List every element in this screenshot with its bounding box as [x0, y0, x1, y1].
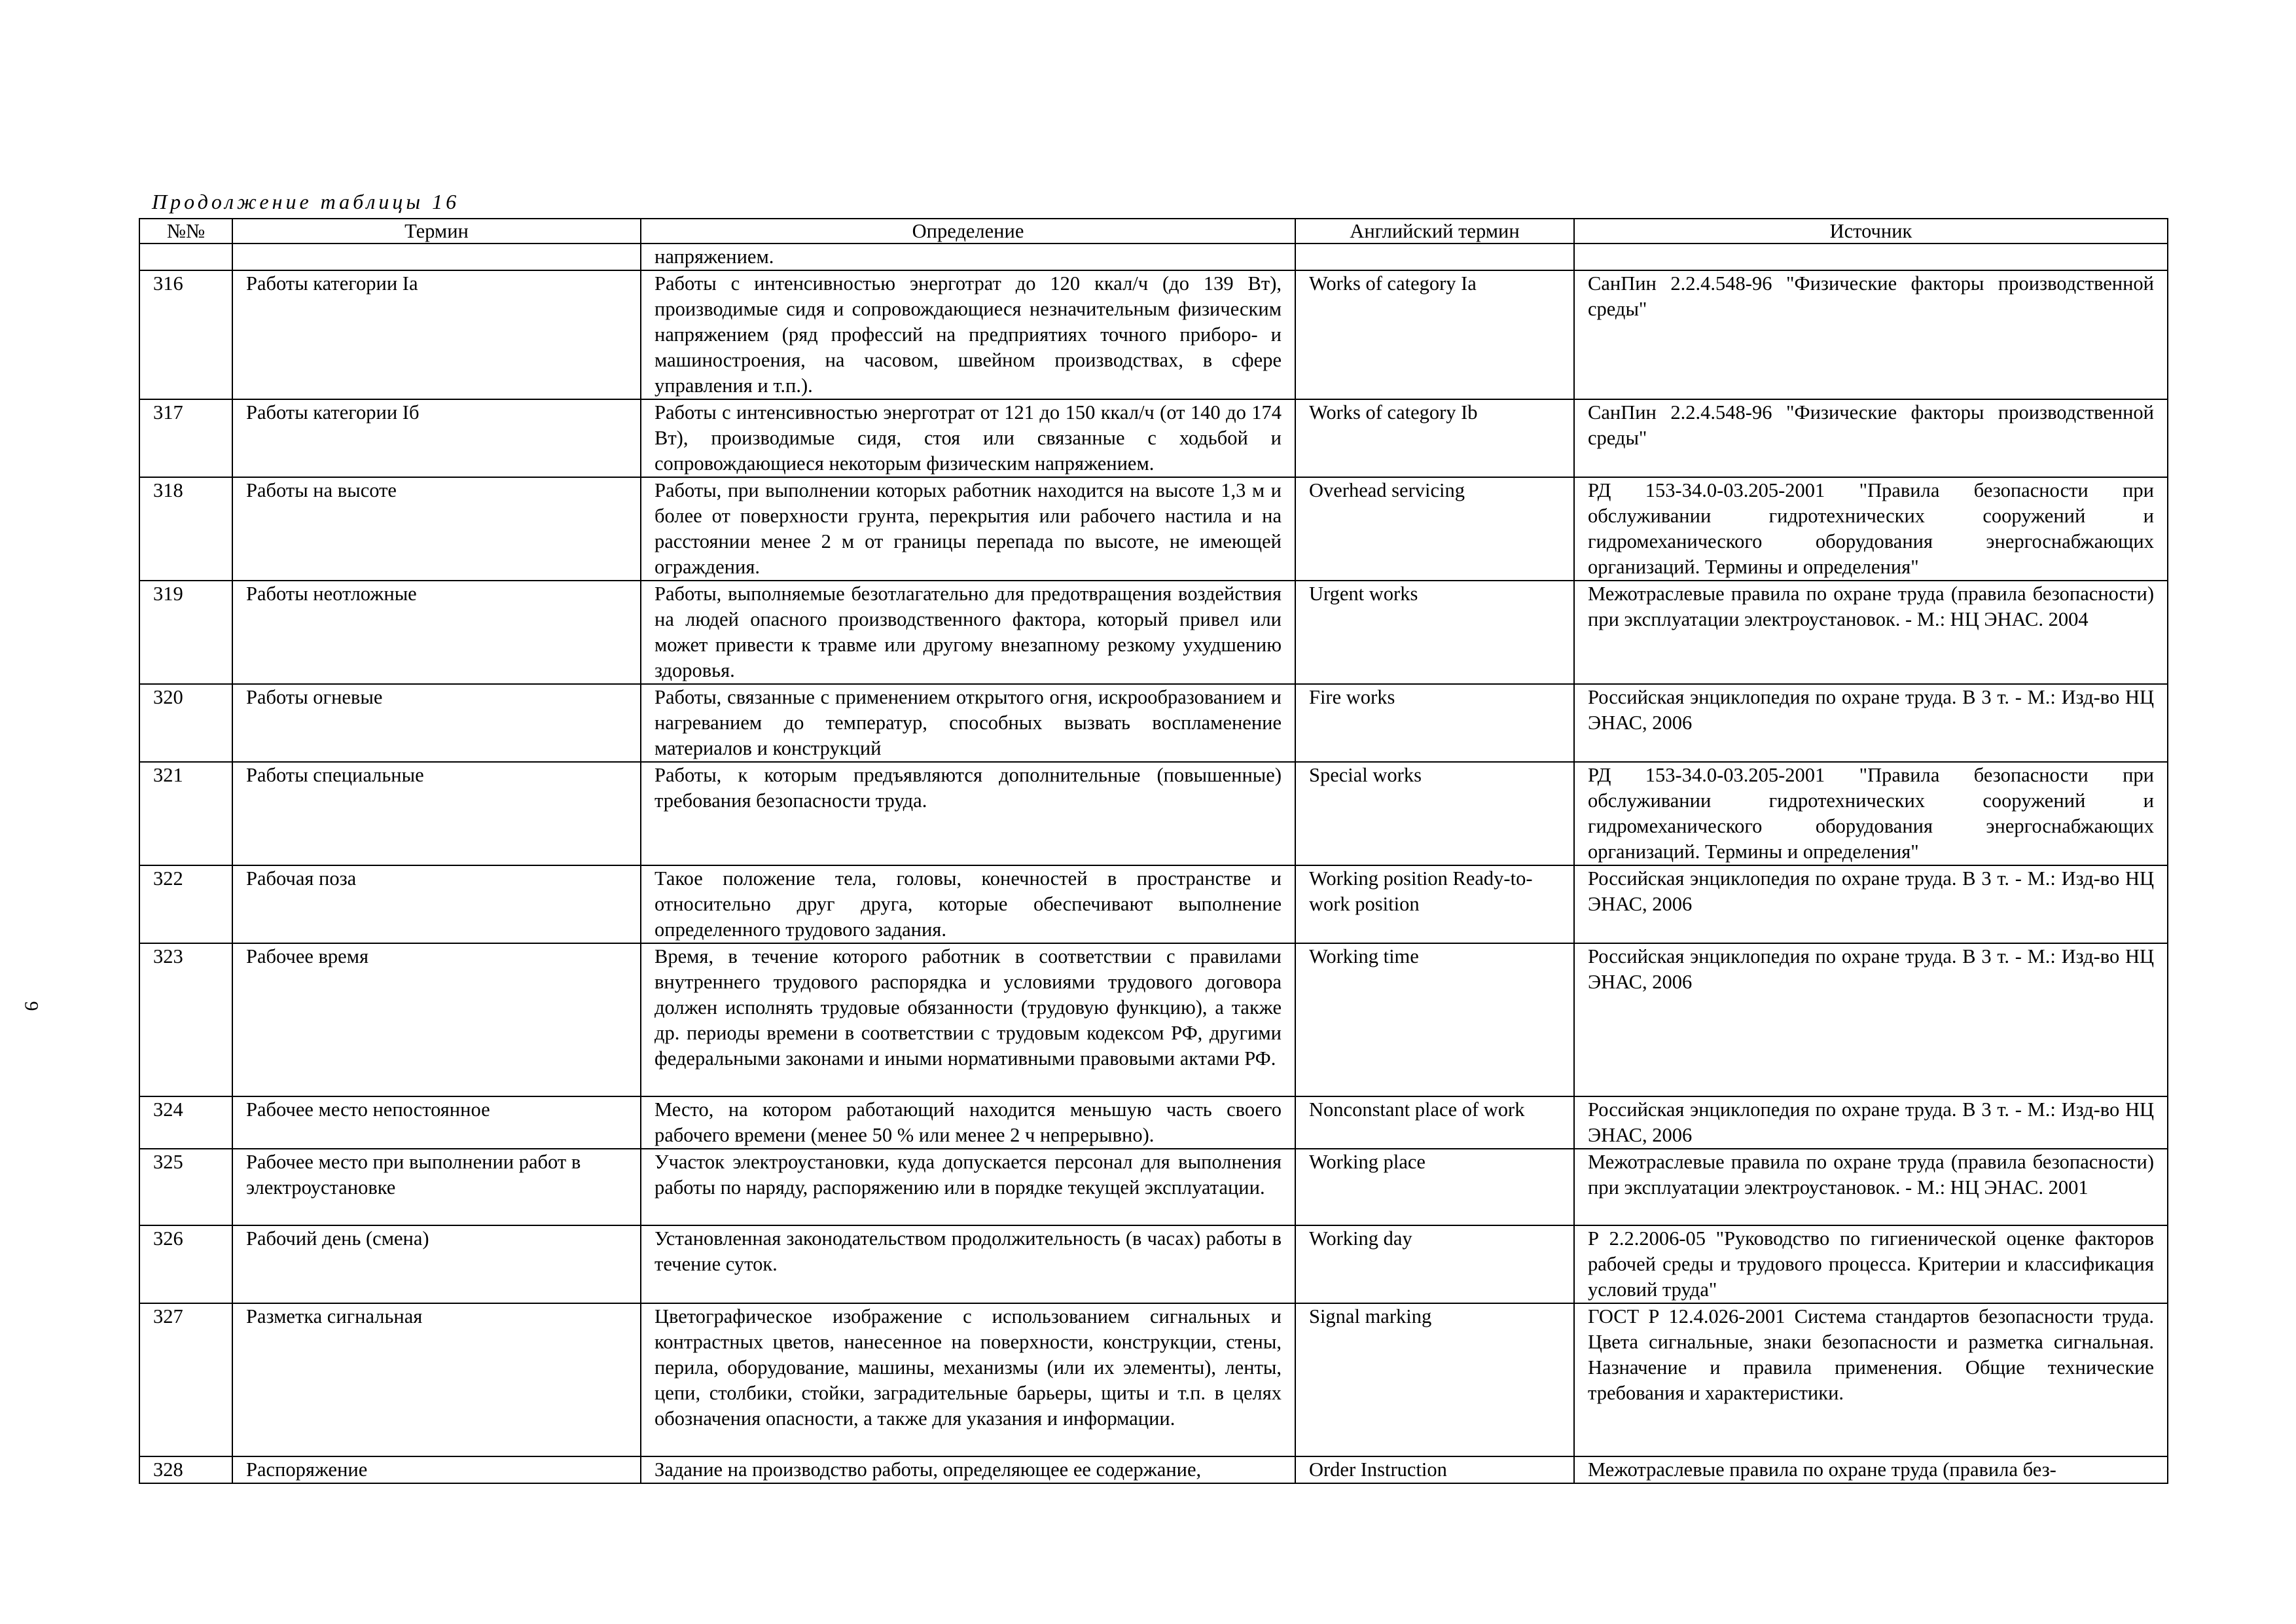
- row-term: Разметка сигнальная: [232, 1303, 641, 1456]
- row-english: Working time: [1295, 943, 1574, 1096]
- row-term: Работы на высоте: [232, 477, 641, 581]
- table-row: [139, 1096, 2168, 1149]
- row-term: Рабочая поза: [232, 865, 641, 943]
- row-english: Works of category Ib: [1295, 399, 1574, 477]
- continuation-text: напряжением.: [641, 244, 1295, 270]
- table-caption: Продолжение таблицы 16: [152, 190, 460, 213]
- row-definition: Работы, к которым предъявляются дополнительные (повышенные) требования безопасности труда.: [641, 762, 1295, 865]
- row-source: ГОСТ Р 12.4.026-2001 Система стандартов безопасности труда. Цвета сигнальные, знаки безопасности и разметка сигнальная. Назначение и правила применения. Общие технические требования и характеристики.: [1574, 1303, 2168, 1456]
- row-english: Fire works: [1295, 684, 1574, 762]
- row-definition: Работы, при выполнении которых работник находится на высоте 1,3 м и более от поверхности грунта, перекрытия или рабочего настила и на расстоянии менее 2 м от границы перепада по высоте, не имеющей ограждения.: [641, 477, 1295, 581]
- row-english: Working place: [1295, 1149, 1574, 1225]
- row-english: Order Instruction: [1295, 1456, 1574, 1483]
- row-number: 326: [139, 1225, 232, 1303]
- row-definition: Работы, выполняемые безотлагательно для предотвращения воздействия на людей опасного производственного фактора, который привел или может привести к травме или другому внезапному резкому ухудшению здоровья.: [641, 581, 1295, 684]
- row-number: 321: [139, 762, 232, 865]
- row-english: Nonconstant place of work: [1295, 1096, 1574, 1149]
- row-source: Межотраслевые правила по охране труда (правила безопасности) при эксплуатации электроустановок. - М.: НЦ ЭНАС. 2004: [1574, 581, 2168, 684]
- row-term: Работы категории Ia: [232, 270, 641, 399]
- table-row: [139, 762, 2168, 865]
- row-definition: Участок электроустановки, куда допускается персонал для выполнения работы по наряду, распоряжению или в порядке текущей эксплуатации.: [641, 1149, 1295, 1225]
- row-source: РД 153-34.0-03.205-2001 "Правила безопасности при обслуживании гидротехнических сооружений и гидромеханического оборудования энергоснабжающих организаций. Термины и определения": [1574, 762, 2168, 865]
- row-english: Urgent works: [1295, 581, 1574, 684]
- row-source: Российская энциклопедия по охране труда. В 3 т. - М.: Изд-во НЦ ЭНАС, 2006: [1574, 684, 2168, 762]
- row-term: Работы неотложные: [232, 581, 641, 684]
- row-number: 317: [139, 399, 232, 477]
- row-term: Работы специальные: [232, 762, 641, 865]
- table-row: [139, 943, 2168, 1096]
- table-row: [139, 1225, 2168, 1303]
- row-number: 324: [139, 1096, 232, 1149]
- row-term: Рабочее время: [232, 943, 641, 1096]
- row-definition: Работы, связанные с применением открытого огня, искрообразованием и нагреванием до температур, способных вызвать воспламенение материалов и конструкций: [641, 684, 1295, 762]
- continuation-row: [139, 244, 2168, 270]
- row-source: Р 2.2.2006-05 "Руководство по гигиенической оценке факторов рабочей среды и трудового процесса. Критерии и классификация условий труда": [1574, 1225, 2168, 1303]
- row-term: Работы категории Iб: [232, 399, 641, 477]
- table-row: [139, 1456, 2168, 1483]
- row-definition: Цветографическое изображение с использованием сигнальных и контрастных цветов, нанесенное на поверхности, конструкции, стены, перила, оборудование, машины, механизмы (или их элементы), ленты, цепи, столбики, стойки, заградительные барьеры, щиты и т.п. в целях обозначения опасности, а также для указания и информации.: [641, 1303, 1295, 1456]
- row-english: Signal marking: [1295, 1303, 1574, 1456]
- row-number: 319: [139, 581, 232, 684]
- table-row: [139, 270, 2168, 399]
- glossary-table: [139, 218, 2168, 1484]
- row-number: 323: [139, 943, 232, 1096]
- row-source: Российская энциклопедия по охране труда. В 3 т. - М.: Изд-во НЦ ЭНАС, 2006: [1574, 865, 2168, 943]
- header-num: №№: [139, 219, 232, 244]
- row-source: Российская энциклопедия по охране труда. В 3 т. - М.: Изд-во НЦ ЭНАС, 2006: [1574, 943, 2168, 1096]
- row-number: 322: [139, 865, 232, 943]
- row-definition: Работы с интенсивностью энерготрат до 120 ккал/ч (до 139 Вт), производимые сидя и сопровождающиеся незначительным физическим напряжением (ряд профессий на предприятиях точного приборо- и машиностроения, на часовом, швейном производствах, в сфере управления и т.п.).: [641, 270, 1295, 399]
- row-definition: Работы с интенсивностью энерготрат от 121 до 150 ккал/ч (от 140 до 174 Вт), производимые сидя, стоя или связанные с ходьбой и сопровождающиеся некоторым физическим напряжением.: [641, 399, 1295, 477]
- table-row: [139, 1303, 2168, 1456]
- row-number: 325: [139, 1149, 232, 1225]
- row-definition: Задание на производство работы, определяющее ее содержание,: [641, 1456, 1295, 1483]
- table-row: [139, 581, 2168, 684]
- header-term: Термин: [232, 219, 641, 244]
- row-english: Special works: [1295, 762, 1574, 865]
- row-source: Межотраслевые правила по охране труда (правила безопасности) при эксплуатации электроустановок. - М.: НЦ ЭНАС. 2001: [1574, 1149, 2168, 1225]
- row-number: 316: [139, 270, 232, 399]
- row-source: СанПин 2.2.4.548-96 "Физические факторы производственной среды": [1574, 270, 2168, 399]
- table-row: [139, 1149, 2168, 1225]
- row-english: Overhead servicing: [1295, 477, 1574, 581]
- row-term: Рабочее место непостоянное: [232, 1096, 641, 1149]
- row-english: Working day: [1295, 1225, 1574, 1303]
- row-number: 318: [139, 477, 232, 581]
- header-row: [139, 219, 2168, 244]
- row-term: Распоряжение: [232, 1456, 641, 1483]
- row-term: Рабочий день (смена): [232, 1225, 641, 1303]
- row-number: 328: [139, 1456, 232, 1483]
- table-row: [139, 865, 2168, 943]
- row-definition: Такое положение тела, головы, конечностей в пространстве и относительно друг друга, которые обеспечивают выполнение определенного трудового задания.: [641, 865, 1295, 943]
- row-definition: Место, на котором работающий находится меньшую часть своего рабочего времени (менее 50 % или менее 2 ч непрерывно).: [641, 1096, 1295, 1149]
- row-source: СанПин 2.2.4.548-96 "Физические факторы производственной среды": [1574, 399, 2168, 477]
- table-row: [139, 477, 2168, 581]
- row-english: Working position Ready-to-work position: [1295, 865, 1574, 943]
- row-number: 327: [139, 1303, 232, 1456]
- page-number: 9: [20, 1001, 43, 1011]
- row-definition: Время, в течение которого работник в соответствии с правилами внутреннего трудового распорядка и условиями трудового договора должен исполнять трудовые обязанности (трудовую функцию), а также др. периоды времени в соответствии с трудовым кодексом РФ, другими федеральными законами и иными нормативными правовыми актами РФ.: [641, 943, 1295, 1096]
- row-source: РД 153-34.0-03.205-2001 "Правила безопасности при обслуживании гидротехнических сооружений и гидромеханического оборудования энергоснабжающих организаций. Термины и определения": [1574, 477, 2168, 581]
- header-definition: Определение: [641, 219, 1295, 244]
- table-row: [139, 684, 2168, 762]
- row-term: Работы огневые: [232, 684, 641, 762]
- row-source: Межотраслевые правила по охране труда (правила без-: [1574, 1456, 2168, 1483]
- row-english: Works of category Ia: [1295, 270, 1574, 399]
- header-english: Английский термин: [1295, 219, 1574, 244]
- header-source: Источник: [1574, 219, 2168, 244]
- row-definition: Установленная законодательством продолжительность (в часах) работы в течение суток.: [641, 1225, 1295, 1303]
- table-row: [139, 399, 2168, 477]
- row-number: 320: [139, 684, 232, 762]
- row-term: Рабочее место при выполнении работ в электроустановке: [232, 1149, 641, 1225]
- row-source: Российская энциклопедия по охране труда. В 3 т. - М.: Изд-во НЦ ЭНАС, 2006: [1574, 1096, 2168, 1149]
